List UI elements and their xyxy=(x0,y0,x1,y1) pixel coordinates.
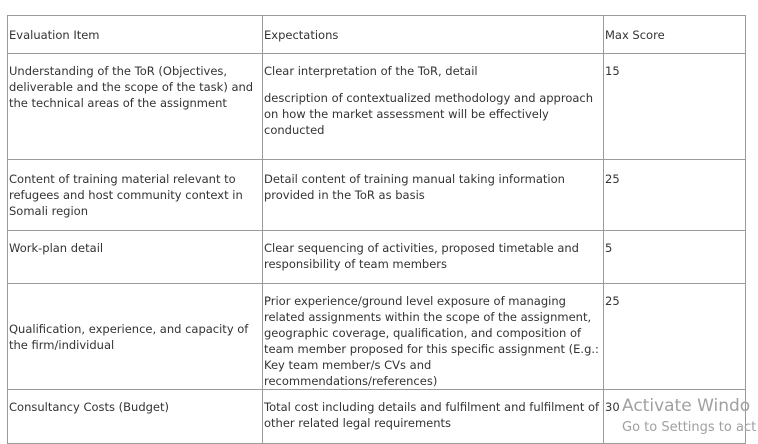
watermark-title: Activate Windo xyxy=(622,396,751,416)
max-score-cell: 25 xyxy=(604,160,746,231)
evaluation-table xyxy=(7,15,746,444)
table-row xyxy=(8,231,746,284)
table-header-row xyxy=(8,16,746,54)
evaluation-item-cell: Qualification, experience, and capacity of the firm/individual xyxy=(8,284,263,390)
max-score-cell: 5 xyxy=(604,231,746,284)
max-score-cell: 25 xyxy=(604,284,746,390)
table-row xyxy=(8,54,746,160)
expectations-text: Clear interpretation of the ToR, detail xyxy=(264,64,478,78)
evaluation-item-cell: Content of training material relevant to refugees and host community context in Somali region xyxy=(8,160,263,231)
table-row xyxy=(8,160,746,231)
table-row xyxy=(8,284,746,390)
expectations-cell: Detail content of training manual taking information provided in the ToR as basis xyxy=(263,160,604,231)
expectations-cell: Total cost including details and fulfilment and fulfilment of other related legal requirements xyxy=(263,390,604,444)
activate-windows-watermark xyxy=(622,396,756,436)
expectations-text-extra: description of contextualized methodology and approach on how the market assessment will be effectively conducted xyxy=(264,91,594,137)
evaluation-item-cell: Understanding of the ToR (Objectives, deliverable and the scope of the task) and the technical areas of the assignment xyxy=(8,54,263,160)
max-score-cell: 15 xyxy=(604,54,746,160)
expectations-cell: Prior experience/ground level exposure of managing related assignments within the scope of the assignment, geographic coverage, qualification, and composition of team member proposed for this specific assignment (E.g.: Key team member/s CVs and recommendations/references) xyxy=(263,284,604,390)
expectations-cell xyxy=(263,54,604,160)
evaluation-item-cell: Consultancy Costs (Budget) xyxy=(8,390,263,444)
watermark-subtitle: Go to Settings to act xyxy=(622,420,757,435)
expectations-cell: Clear sequencing of activities, proposed timetable and responsibility of team members xyxy=(263,231,604,284)
evaluation-item-cell: Work-plan detail xyxy=(8,231,263,284)
max-score-cell: 30 xyxy=(604,390,746,444)
header-max-score: Max Score xyxy=(604,16,746,54)
header-expectations: Expectations xyxy=(263,16,604,54)
header-evaluation-item: Evaluation Item xyxy=(8,16,263,54)
